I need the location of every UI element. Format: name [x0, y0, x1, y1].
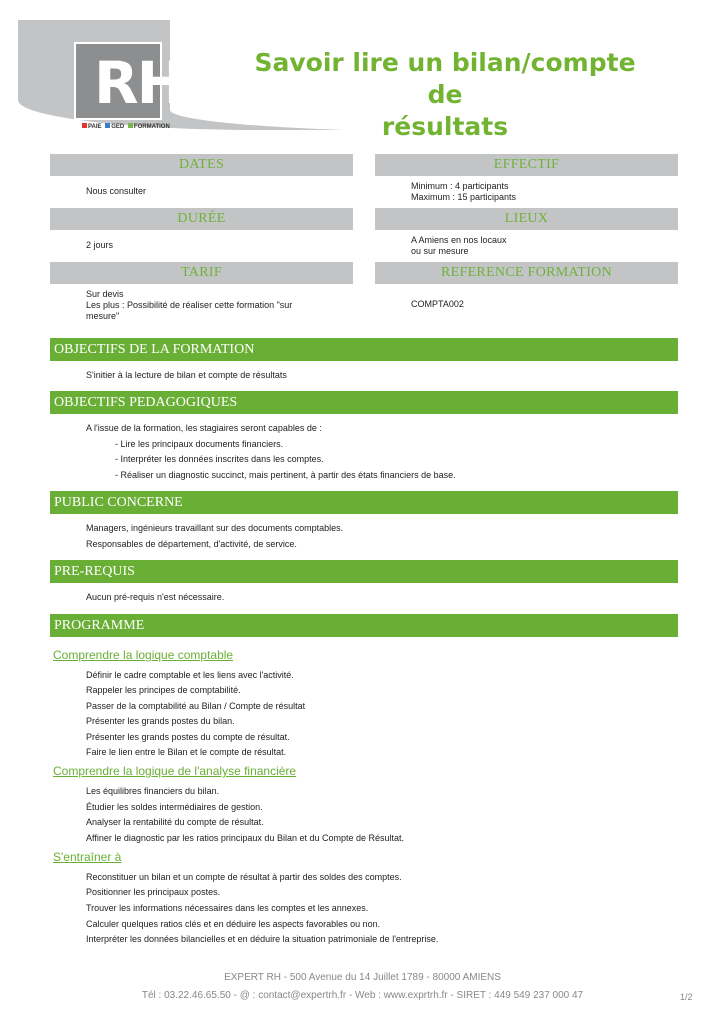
title-line-2: résultats	[381, 112, 509, 141]
list-item: - Interpréter les données inscrites dans les comptes.	[115, 454, 324, 464]
tag-square-icon	[82, 123, 87, 128]
public-line: Managers, ingénieurs travaillant sur des documents comptables.	[86, 523, 344, 533]
logo-tagline	[80, 123, 170, 130]
effectif-value	[411, 181, 516, 203]
tarif-header: TARIF	[50, 262, 353, 284]
list-item: Calculer quelques ratios clés et en déduire les aspects favorables ou non.	[86, 919, 381, 929]
duree-header: DURÉE	[50, 208, 353, 230]
tag-paie: PAIE	[88, 124, 102, 130]
logo-box	[74, 42, 184, 120]
dates-header: DATES	[50, 154, 353, 176]
effectif-header: EFFECTIF	[375, 154, 678, 176]
objectifs-pedagogiques-intro: A l'issue de la formation, les stagiaires seront capables de :	[86, 423, 322, 433]
list-item: - Lire les principaux documents financiers.	[115, 439, 284, 449]
tarif-value	[86, 289, 346, 322]
effectif-max: Maximum : 15 participants	[411, 192, 517, 202]
lieux-line-1: A Amiens en nos locaux	[411, 235, 507, 245]
list-item: Étudier les soldes intermédiaires de gestion.	[86, 802, 263, 812]
tag-square-icon	[128, 123, 133, 128]
reference-header: REFERENCE FORMATION	[375, 262, 678, 284]
list-item: Présenter les grands postes du compte de résultat.	[86, 732, 290, 742]
public-concerne-header: PUBLIC CONCERNE	[50, 491, 678, 514]
list-item: Définir le cadre comptable et les liens avec l'activité.	[86, 670, 294, 680]
list-item: Reconstituer un bilan et un compte de résultat à partir des soldes des comptes.	[86, 872, 402, 882]
programme-part-title: S'entraîner à	[53, 850, 122, 864]
page-number: 1/2	[680, 992, 693, 1002]
list-item: - Réaliser un diagnostic succinct, mais pertinent, à partir des états financiers de base.	[115, 470, 456, 480]
tag-square-icon	[105, 123, 110, 128]
objectifs-formation-text: S'initier à la lecture de bilan et compte de résultats	[86, 370, 287, 380]
programme-header: PROGRAMME	[50, 614, 678, 637]
programme-part-title: Comprendre la logique comptable	[53, 648, 234, 662]
list-item: Passer de la comptabilité au Bilan / Compte de résultat	[86, 701, 306, 711]
list-item: Analyser la rentabilité du compte de résultat.	[86, 817, 264, 827]
list-item: Les équilibres financiers du bilan.	[86, 786, 220, 796]
list-item: Faire le lien entre le Bilan et le compte de résultat.	[86, 747, 287, 757]
lieux-line-2: ou sur mesure	[411, 246, 469, 256]
expert-rh-logo	[60, 38, 184, 132]
footer-contact: Tél : 03.22.46.65.50 - @ : contact@expertrh.fr - Web : www.exprtrh.fr - SIRET : 449 549 237 000 47	[141, 990, 584, 1001]
duree-value: 2 jours	[86, 240, 114, 250]
public-line: Responsables de département, d'activité, de service.	[86, 539, 297, 549]
programme-part-title: Comprendre la logique de l'analyse financière	[53, 764, 297, 778]
dates-value: Nous consulter	[86, 186, 147, 196]
logo-rh-text: RH	[94, 49, 184, 117]
tarif-line-1: Sur devis	[86, 289, 124, 299]
tarif-line-3: mesure"	[86, 311, 120, 321]
tag-ged: GED	[111, 124, 125, 130]
tarif-line-2: Les plus : Possibilité de réaliser cette formation "sur	[86, 300, 293, 310]
list-item: Positionner les principaux postes.	[86, 887, 221, 897]
footer-address: EXPERT RH - 500 Avenue du 14 Juillet 1789 - 80000 AMIENS	[224, 972, 501, 983]
reference-value: COMPTA002	[411, 299, 464, 309]
lieux-value	[411, 235, 507, 257]
page-title	[235, 47, 655, 143]
list-item: Trouver les informations nécessaires dans les comptes et les annexes.	[86, 903, 369, 913]
list-item: Interpréter les données bilancielles et en déduire la situation patrimoniale de l'entreprise.	[86, 934, 439, 944]
title-line-1: Savoir lire un bilan/compte de	[254, 48, 636, 109]
list-item: Présenter les grands postes du bilan.	[86, 716, 235, 726]
prerequis-text: Aucun pré-requis n'est nécessaire.	[86, 592, 225, 602]
lieux-header: LIEUX	[375, 208, 678, 230]
list-item: Affiner le diagnostic par les ratios principaux du Bilan et du Compte de Résultat.	[86, 833, 405, 843]
objectifs-pedagogiques-header: OBJECTIFS PEDAGOGIQUES	[50, 391, 678, 414]
effectif-min: Minimum : 4 participants	[411, 181, 509, 191]
prerequis-header: PRE-REQUIS	[50, 560, 678, 583]
tag-formation: FORMATION	[133, 124, 170, 130]
list-item: Rappeler les principes de comptabilité.	[86, 685, 241, 695]
objectifs-formation-header: OBJECTIFS DE LA FORMATION	[50, 338, 678, 361]
